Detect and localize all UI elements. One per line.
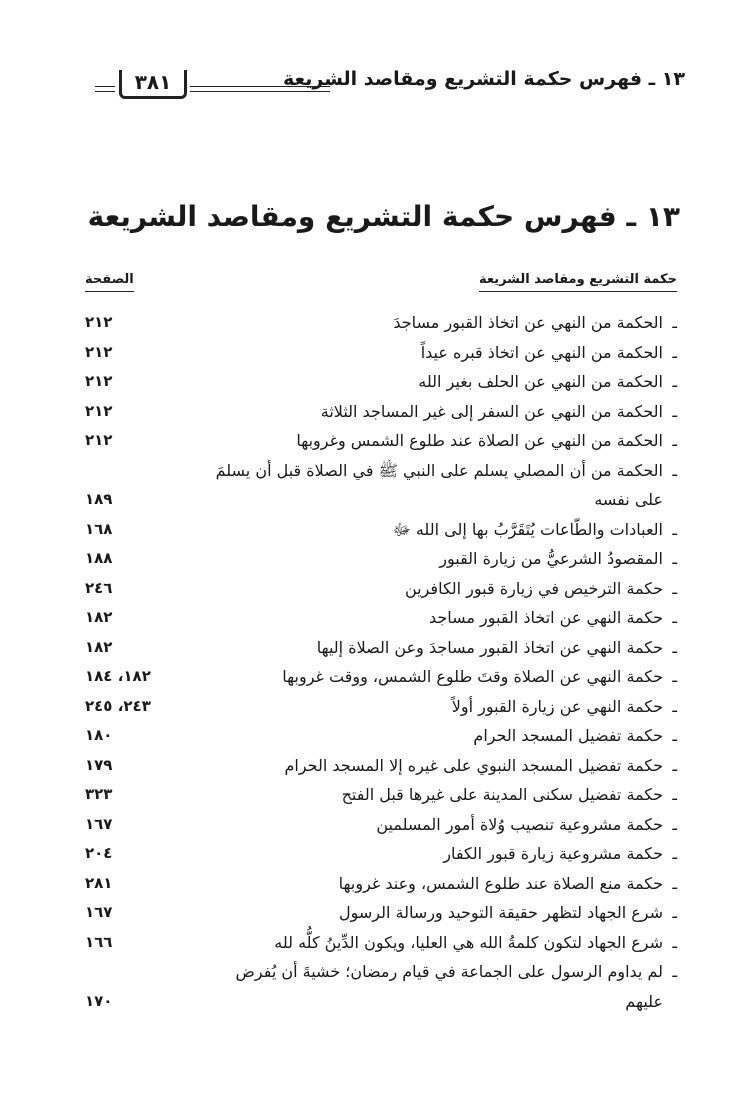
index-entry xyxy=(85,751,677,781)
running-head-rule xyxy=(190,86,330,92)
entry-text: حكمة النهي عن الصلاة وقتَ طلوع الشمس، ووقت غروبها xyxy=(282,667,663,686)
entry-dash: ـ xyxy=(672,460,677,480)
index-entry xyxy=(85,397,677,427)
page-column-header: الصفحة xyxy=(85,272,134,292)
entry-page: ٢١٢ xyxy=(85,431,113,449)
entry-page: ١٦٨ xyxy=(85,519,113,538)
entry-dash: ـ xyxy=(672,372,677,391)
entry-page: ١٧٠ xyxy=(85,991,113,1010)
entry-dash: ـ xyxy=(672,755,677,775)
entry-dash: ـ xyxy=(672,667,677,686)
entry-text: الحكمة من النهي عن الحلف بغير الله xyxy=(418,372,663,391)
entry-page: ٢١٢ xyxy=(85,401,113,420)
entry-page: ٣٢٣ xyxy=(85,785,113,803)
entry-dash: ـ xyxy=(672,903,677,922)
entry-page: ٢١٢ xyxy=(85,342,113,361)
entry-text: الحكمة من النهي عن الصلاة عند طلوع الشمس وغروبها xyxy=(296,431,663,450)
index-entry xyxy=(85,367,677,397)
index-list xyxy=(85,308,677,1016)
entry-dash: ـ xyxy=(672,785,677,804)
entry-dash: ـ xyxy=(672,962,677,981)
entry-page: ٢٤٦ xyxy=(85,578,113,597)
index-entry xyxy=(85,692,677,722)
entry-page: ١٨٠ xyxy=(85,726,113,744)
entry-dash: ـ xyxy=(672,608,677,627)
index-entry xyxy=(85,426,677,456)
entry-page: ١٧٩ xyxy=(85,755,113,774)
entry-dash: ـ xyxy=(672,549,677,568)
entry-page: ٢٠٤ xyxy=(85,844,113,862)
entry-dash: ـ xyxy=(672,844,677,863)
index-entry xyxy=(85,898,677,928)
entry-text: الحكمة من النهي عن السفر إلى غير المساجد الثلاثة xyxy=(320,401,663,421)
running-head-title: ١٣ ـ فهرس حكمة التشريع ومقاصد الشريعة xyxy=(283,68,685,90)
index-entry xyxy=(85,308,677,338)
entry-text: العبادات والطّاعات يُتَقَرَّبُ بها إلى الله ﷻ xyxy=(392,519,663,539)
entry-page: ٢٨١ xyxy=(85,873,113,892)
entry-text: حكمة منع الصلاة عند طلوع الشمس، وعند غروبها xyxy=(338,873,663,893)
entry-text: شرع الجهاد لتكون كلمةُ الله هي العليا، ويكون الدِّينُ كلُّه لله xyxy=(274,932,663,952)
running-head-rule-left xyxy=(95,86,115,92)
index-entry xyxy=(85,928,677,958)
page-number: ٣٨١ xyxy=(119,70,187,99)
entry-dash: ـ xyxy=(672,873,677,893)
index-entry xyxy=(85,544,677,574)
entry-text: الحكمة من أن المصلي يسلم على النبي ﷺ في الصلاة قبل أن يسلمَ على نفسه xyxy=(215,460,663,509)
index-entry xyxy=(85,780,677,810)
entry-text: الحكمة من النهي عن اتخاذ القبور مساجدَ xyxy=(393,313,663,332)
entry-dash: ـ xyxy=(672,726,677,745)
entry-page: ٢٤٣، ٢٤٥ xyxy=(85,696,151,715)
entry-text: حكمة مشروعية تنصيب وُلاة أمور المسلمين xyxy=(376,814,663,834)
entry-dash: ـ xyxy=(672,342,677,362)
index-entry xyxy=(85,574,677,604)
entry-page: ٢١٢ xyxy=(85,372,113,390)
entry-page: ١٨٩ xyxy=(85,490,113,508)
entry-dash: ـ xyxy=(672,637,677,657)
entry-page: ١٨٢ xyxy=(85,637,113,656)
topic-column-header: حكمة التشريع ومقاصد الشريعة xyxy=(479,272,677,292)
index-entry xyxy=(85,515,677,545)
index-entry xyxy=(85,957,677,1016)
entry-page: ١٨٨ xyxy=(85,549,113,567)
page-title: ١٣ ـ فهرس حكمة التشريع ومقاصد الشريعة xyxy=(87,200,680,233)
entry-text: حكمة تفضيل سكنى المدينة على غيرها قبل الفتح xyxy=(341,785,663,804)
entry-dash: ـ xyxy=(672,519,677,539)
entry-text: المقصودُ الشرعيُّ من زيارة القبور xyxy=(439,549,663,568)
entry-text: لم يداوم الرسول على الجماعة في قيام رمضان؛ خشيةَ أن يُفرض عليهم xyxy=(235,962,663,1011)
entry-page: ١٦٧ xyxy=(85,903,113,921)
entry-text: حكمة النهي عن زيارة القبور أولاً xyxy=(451,696,663,716)
entry-dash: ـ xyxy=(672,696,677,716)
entry-dash: ـ xyxy=(672,814,677,834)
index-entry xyxy=(85,603,677,633)
entry-page: ٢١٢ xyxy=(85,313,113,331)
entry-text: الحكمة من النهي عن اتخاذ قبره عيداً xyxy=(420,342,663,362)
index-entry xyxy=(85,721,677,751)
entry-dash: ـ xyxy=(672,401,677,421)
entry-dash: ـ xyxy=(672,313,677,332)
entry-text: حكمة النهي عن اتخاذ القبور مساجدَ وعن الصلاة إليها xyxy=(316,637,663,657)
index-entry xyxy=(85,633,677,663)
entry-page: ١٦٦ xyxy=(85,932,113,951)
entry-text: شرع الجهاد لتظهر حقيقة التوحيد ورسالة الرسول xyxy=(339,903,663,922)
index-entry xyxy=(85,810,677,840)
entry-dash: ـ xyxy=(672,431,677,450)
index-entry xyxy=(85,662,677,692)
entry-text: حكمة الترخيص في زيارة قبور الكافرين xyxy=(404,578,663,598)
entry-text: حكمة تفضيل المسجد النبوي على غيره إلا المسجد الحرام xyxy=(284,755,663,775)
entry-dash: ـ xyxy=(672,578,677,598)
entry-dash: ـ xyxy=(672,932,677,952)
index-entry xyxy=(85,869,677,899)
entry-page: ١٨٢، ١٨٤ xyxy=(85,667,151,685)
entry-page: ١٦٧ xyxy=(85,814,113,833)
entry-text: حكمة مشروعية زيارة قبور الكفار xyxy=(443,844,663,863)
entry-page: ١٨٢ xyxy=(85,608,113,626)
entry-text: حكمة تفضيل المسجد الحرام xyxy=(473,726,663,745)
entry-text: حكمة النهي عن اتخاذ القبور مساجد xyxy=(428,608,663,627)
index-entry xyxy=(85,839,677,869)
index-entry xyxy=(85,338,677,368)
index-entry xyxy=(85,456,677,515)
running-head xyxy=(95,66,685,98)
